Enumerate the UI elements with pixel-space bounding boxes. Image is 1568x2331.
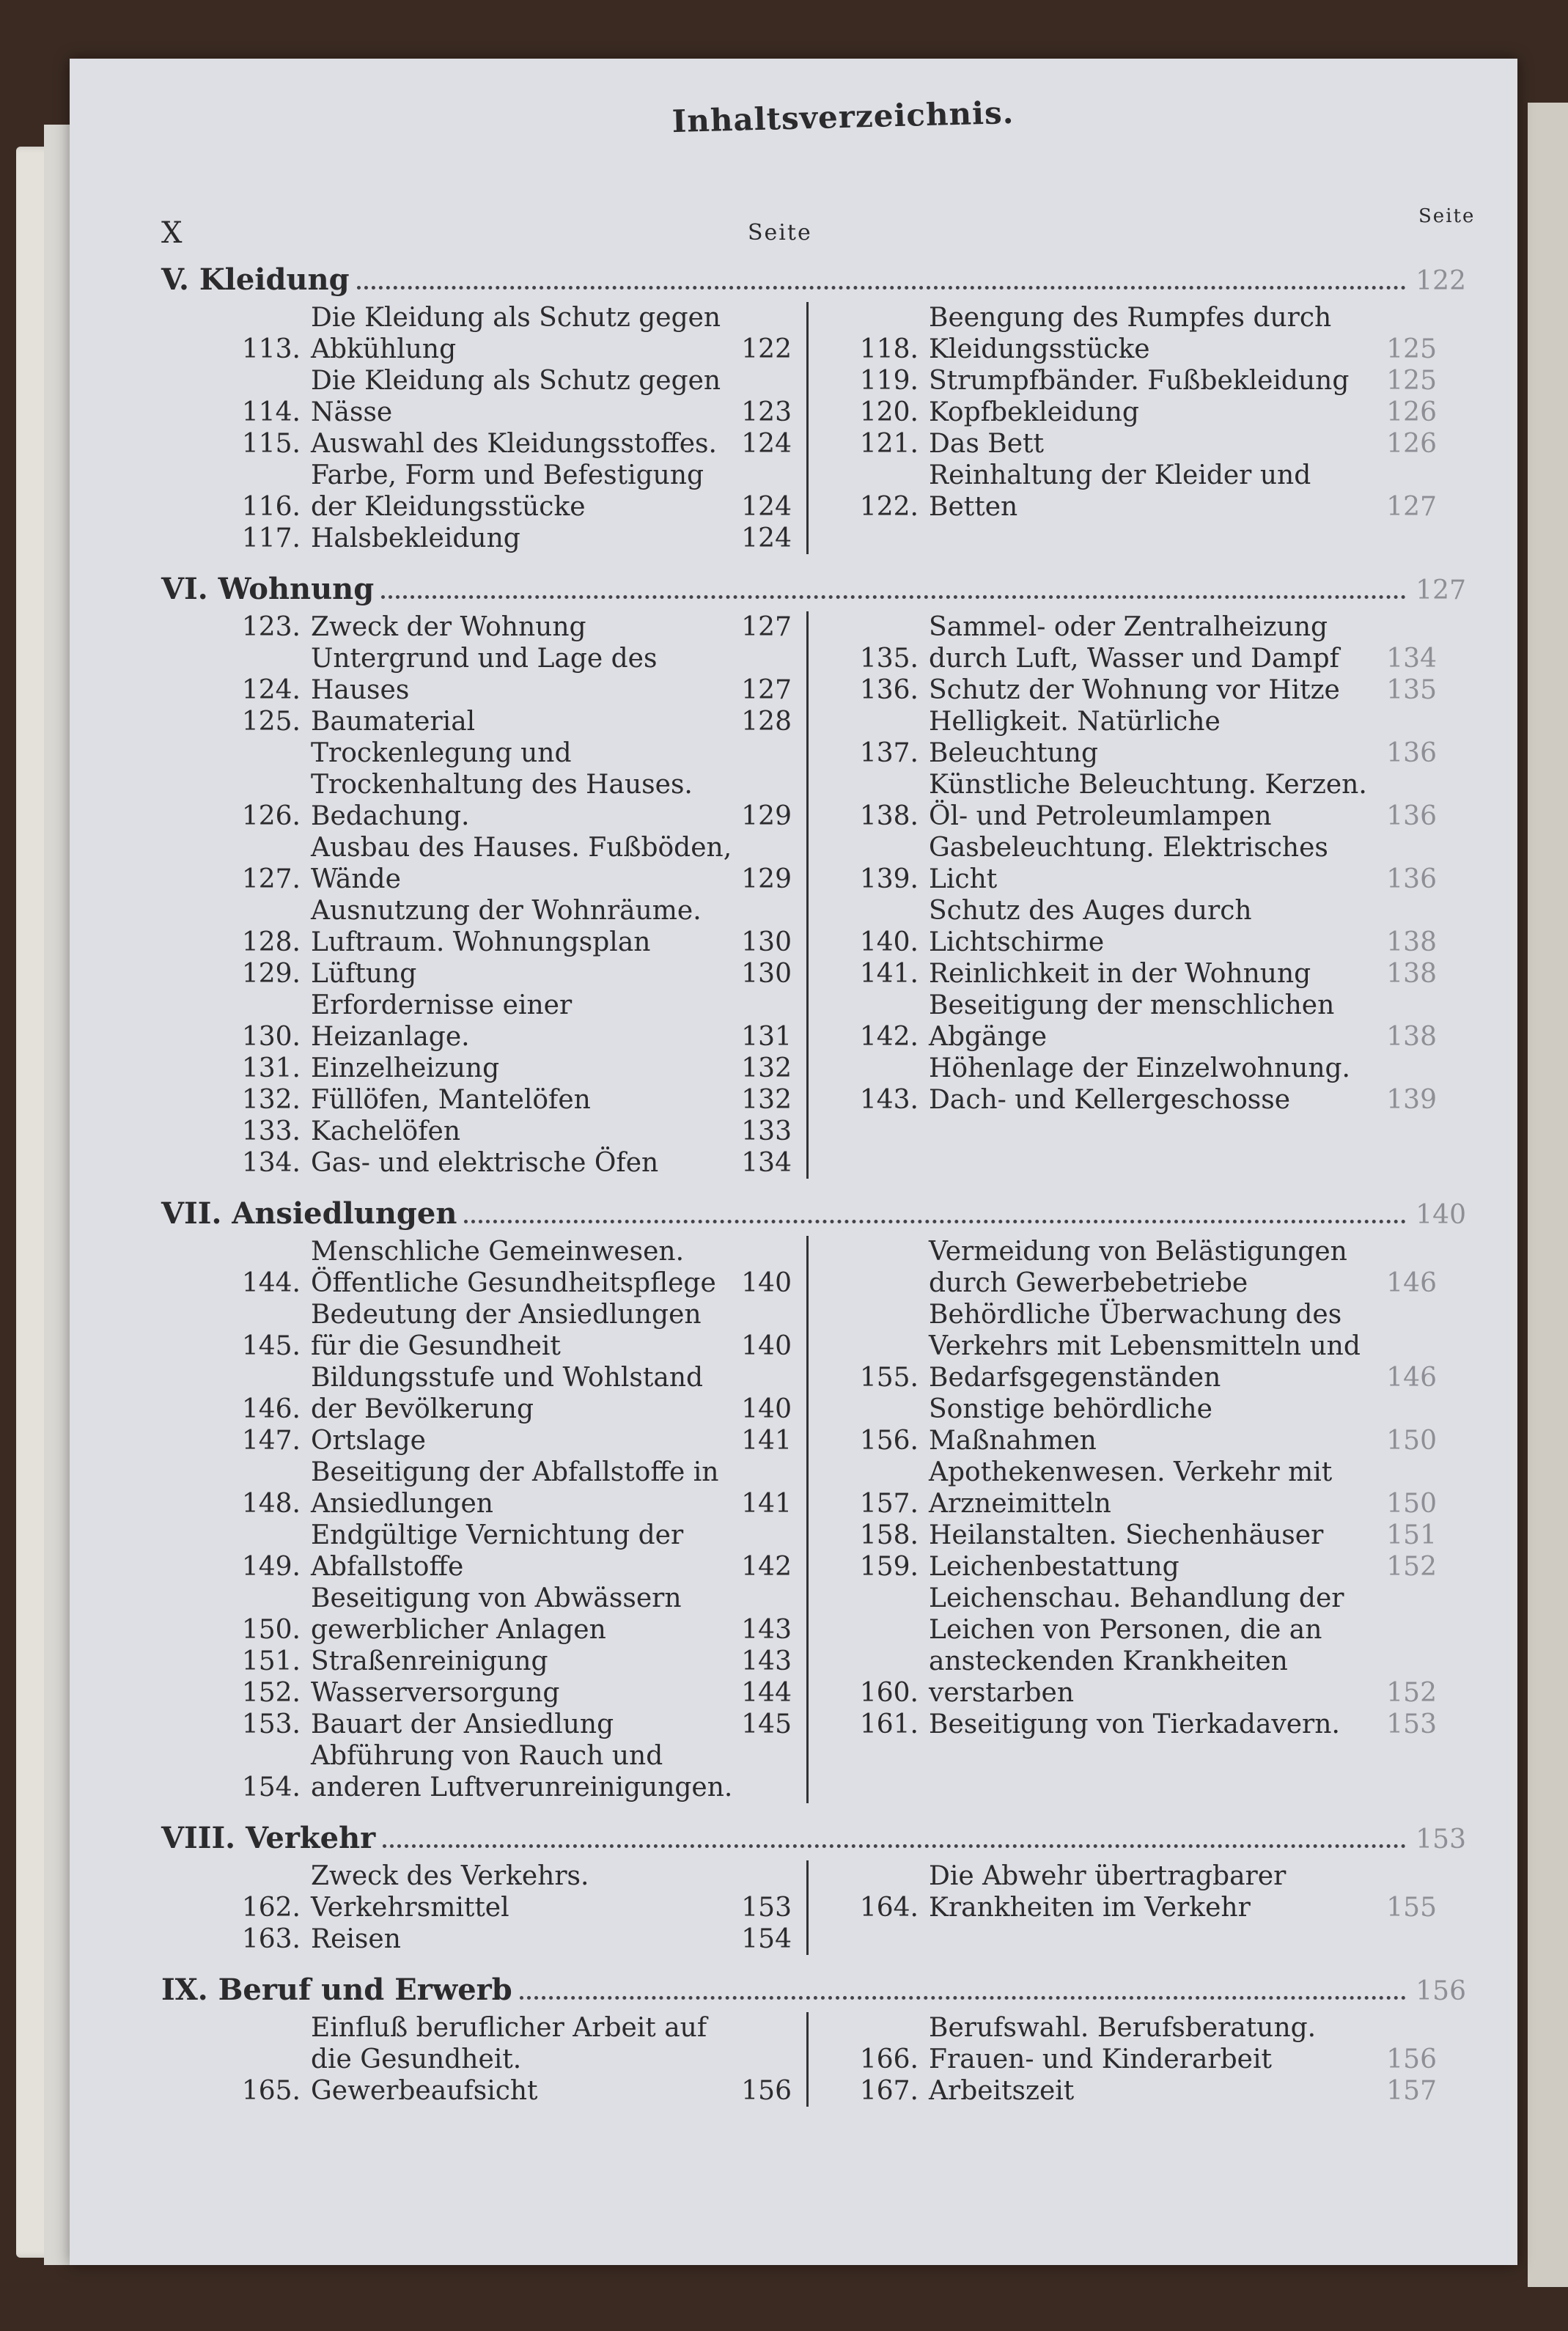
entry-column-left [161, 1860, 792, 1955]
leader-dots [520, 1996, 1406, 2000]
toc-entry [845, 832, 1437, 895]
entry-number: 120. [859, 397, 919, 427]
section-heading [161, 264, 1466, 302]
entry-number: 147. [241, 1426, 301, 1456]
entry-number: 153. [241, 1709, 301, 1739]
entry-title: Arbeitszeit [929, 2076, 1075, 2106]
entry-page: 124 [741, 523, 792, 553]
entry-title: Menschliche Gemeinwesen. Öffentliche Gesundheitspflege [311, 1237, 716, 1298]
section-page: 140 [1416, 1200, 1466, 1230]
entry-number: 157. [859, 1489, 919, 1519]
entry-number: 117. [241, 523, 301, 553]
entry-number: 152. [241, 1678, 301, 1708]
entry-columns [161, 611, 1466, 1179]
entry-number: 128. [241, 927, 301, 957]
section-title: VIII. Verkehr [161, 1821, 376, 1855]
entry-column-right [806, 302, 1437, 554]
entry-page: 132 [741, 1053, 792, 1083]
entry-number: 148. [241, 1489, 301, 1519]
entry-number: 167. [859, 2076, 919, 2106]
toc-entry [227, 1860, 792, 1923]
toc-entry [227, 1299, 792, 1362]
toc-entry [227, 1084, 792, 1116]
entry-number: 163. [241, 1924, 301, 1954]
entry-page: 138 [1386, 927, 1437, 957]
entry-column-right [806, 611, 1437, 1179]
entry-title: Höhenlage der Einzelwohnung. Dach- und Kellergeschosse [929, 1053, 1350, 1115]
entry-page: 122 [741, 334, 792, 364]
entry-number: 135. [859, 644, 919, 674]
section-page: 122 [1416, 266, 1466, 296]
entry-page: 124 [741, 429, 792, 459]
toc-entry [845, 2012, 1437, 2075]
entry-number: 158. [859, 1520, 919, 1550]
section-title: V. Kleidung [161, 262, 350, 297]
entry-page: 144 [741, 1678, 792, 1708]
entry-number: 156. [859, 1426, 919, 1456]
entry-page: 125 [1386, 334, 1437, 364]
entry-number: 149. [241, 1552, 301, 1582]
entry-title: Beseitigung von Abwässern gewerblicher Anlagen [311, 1583, 682, 1645]
entry-page: 123 [741, 397, 792, 427]
toc-entry [845, 674, 1437, 706]
entry-title: Beseitigung von Tierkadavern. [929, 1709, 1340, 1739]
toc-entry [845, 1053, 1437, 1116]
entry-page: 141 [741, 1489, 792, 1519]
entry-page: 127 [1386, 492, 1437, 522]
entry-title: Schutz der Wohnung vor Hitze [929, 675, 1340, 705]
entry-column-right [806, 2012, 1437, 2107]
entry-page: 136 [1386, 738, 1437, 768]
entry-page: 125 [1386, 366, 1437, 396]
toc-entry [227, 1053, 792, 1084]
toc-entry [227, 1457, 792, 1520]
entry-title: Sammel- oder Zentralheizung durch Luft, Wasser und Dampf [929, 612, 1339, 674]
toc-entry [845, 460, 1437, 523]
toc-entry [227, 643, 792, 706]
entry-number: 129. [241, 959, 301, 989]
entry-number: 162. [241, 1893, 301, 1923]
section-page: 127 [1416, 575, 1466, 605]
toc-entry [227, 1583, 792, 1646]
toc-entry [227, 832, 792, 895]
running-title: Inhaltsverzeichnis. [671, 94, 1015, 140]
entry-title: Beengung des Rumpfes durch Kleidungsstücke [929, 303, 1332, 364]
toc-section [161, 1198, 1466, 1803]
entry-title: Ortslage [311, 1426, 426, 1456]
entry-title: Zweck der Wohnung [311, 612, 586, 642]
entry-title: Reinhaltung der Kleider und Betten [929, 460, 1311, 522]
toc-entry [227, 1116, 792, 1147]
leader-dots [357, 286, 1406, 290]
entry-page: 138 [1386, 1022, 1437, 1052]
entry-page: 156 [741, 2076, 792, 2106]
entry-page: 134 [741, 1148, 792, 1178]
toc-entry [845, 895, 1437, 958]
toc-entry [227, 1740, 792, 1803]
entry-number: 136. [859, 675, 919, 705]
entry-number: 119. [859, 366, 919, 396]
toc-entry [845, 1709, 1437, 1740]
section-title: IX. Beruf und Erwerb [161, 1973, 512, 2007]
entry-page: 157 [1386, 2076, 1437, 2106]
toc-entry [227, 1362, 792, 1425]
toc-entry [845, 1520, 1437, 1551]
toc-section [161, 573, 1466, 1179]
entry-title: Wasserversorgung [311, 1678, 560, 1708]
entry-page: 134 [1386, 644, 1437, 674]
entry-title: Schutz des Auges durch Lichtschirme [929, 896, 1252, 957]
entry-page: 124 [741, 492, 792, 522]
entry-number: 161. [859, 1709, 919, 1739]
toc-entry [227, 302, 792, 365]
entry-title: Baumaterial [311, 707, 476, 737]
entry-column-left [161, 2012, 792, 2107]
entry-page: 130 [741, 927, 792, 957]
column-label-left: Seite [748, 220, 812, 246]
section-title: VI. Wohnung [161, 572, 375, 606]
section-heading [161, 573, 1466, 611]
entry-number: 165. [241, 2076, 301, 2106]
entry-number: 130. [241, 1022, 301, 1052]
entry-page: 140 [741, 1394, 792, 1424]
entry-number: 145. [241, 1331, 301, 1361]
entry-title: Strumpfbänder. Fußbekleidung [929, 366, 1350, 396]
leader-dots [464, 1220, 1406, 1223]
entry-title: Die Kleidung als Schutz gegen Nässe [311, 366, 721, 427]
section-heading [161, 1974, 1466, 2012]
entry-page: 152 [1386, 1552, 1437, 1582]
section-heading [161, 1198, 1466, 1236]
entry-title: Ausnutzung der Wohnräume. Luftraum. Wohnungsplan [311, 896, 702, 957]
right-page-edge [1528, 103, 1568, 2287]
toc-entry [845, 1583, 1437, 1709]
toc-entry [227, 737, 792, 832]
entry-page: 146 [1386, 1268, 1437, 1298]
entry-page: 132 [741, 1085, 792, 1115]
entry-column-right [806, 1860, 1437, 1955]
entry-page: 145 [741, 1709, 792, 1739]
entry-page: 130 [741, 959, 792, 989]
entry-number: 142. [859, 1022, 919, 1052]
entry-number: 124. [241, 675, 301, 705]
entry-number: 133. [241, 1116, 301, 1146]
entry-number: 143. [859, 1085, 919, 1115]
toc-entry [845, 1457, 1437, 1520]
entry-number: 123. [241, 612, 301, 642]
entry-number: 144. [241, 1268, 301, 1298]
entry-page: 143 [741, 1646, 792, 1676]
column-label-right: Seite [1418, 205, 1476, 227]
entry-title: Gasbeleuchtung. Elektrisches Licht [929, 833, 1328, 894]
entry-number: 115. [241, 429, 301, 459]
entry-columns [161, 2012, 1466, 2107]
entry-title: Künstliche Beleuchtung. Kerzen. Öl- und Petroleumlampen [929, 770, 1367, 831]
entry-column-left [161, 611, 792, 1179]
toc-entry [845, 769, 1437, 832]
entry-title: Halsbekleidung [311, 523, 520, 553]
entry-page: 143 [741, 1615, 792, 1645]
entry-title: Die Kleidung als Schutz gegen Abkühlung [311, 303, 721, 364]
entry-title: Die Abwehr übertragbarer Krankheiten im Verkehr [929, 1861, 1287, 1923]
toc-entry [227, 460, 792, 523]
entry-number: 140. [859, 927, 919, 957]
entry-title: Einfluß beruflicher Arbeit auf die Gesundheit. Gewerbeaufsicht [311, 2013, 707, 2106]
table-of-contents [161, 264, 1466, 2126]
entry-title: Einzelheizung [311, 1053, 500, 1083]
entry-page: 129 [741, 864, 792, 894]
entry-title: Straßenreinigung [311, 1646, 548, 1676]
toc-entry [845, 958, 1437, 990]
toc-entry [227, 1236, 792, 1299]
entry-page: 136 [1386, 864, 1437, 894]
entry-number: 137. [859, 738, 919, 768]
toc-entry [227, 1646, 792, 1677]
toc-entry [227, 706, 792, 737]
entry-number: 146. [241, 1394, 301, 1424]
toc-entry [845, 611, 1437, 674]
toc-entry [227, 1923, 792, 1955]
entry-title: Kopfbekleidung [929, 397, 1139, 427]
entry-page: 128 [741, 707, 792, 737]
entry-number: 150. [241, 1615, 301, 1645]
toc-entry [845, 1236, 1437, 1299]
entry-number: 154. [241, 1772, 301, 1802]
entry-number: 122. [859, 492, 919, 522]
entry-title: Auswahl des Kleidungsstoffes. [311, 429, 717, 459]
toc-entry [227, 2012, 792, 2107]
toc-entry [227, 611, 792, 643]
toc-entry [227, 895, 792, 958]
entry-title: Vermeidung von Belästigungen durch Gewerbebetriebe [929, 1237, 1347, 1298]
entry-title: Bedeutung der Ansiedlungen für die Gesundheit [311, 1300, 702, 1361]
entry-page: 155 [1386, 1893, 1437, 1923]
entry-number: 118. [859, 334, 919, 364]
leader-dots [383, 1844, 1406, 1848]
toc-entry [845, 1393, 1437, 1457]
entry-title: Farbe, Form und Befestigung der Kleidungsstücke [311, 460, 704, 522]
entry-number: 113. [241, 334, 301, 364]
entry-page: 140 [741, 1268, 792, 1298]
entry-page: 126 [1386, 429, 1437, 459]
entry-title: Beseitigung der Abfallstoffe in Ansiedlungen [311, 1457, 719, 1519]
leader-dots [381, 595, 1406, 599]
entry-columns [161, 302, 1466, 554]
toc-entry [845, 302, 1437, 365]
entry-title: Behördliche Überwachung des Verkehrs mit Lebensmitteln und Bedarfsgegenständen [929, 1300, 1361, 1393]
toc-entry [845, 1551, 1437, 1583]
entry-page: 142 [741, 1552, 792, 1582]
entry-number: 126. [241, 801, 301, 831]
toc-section [161, 1822, 1466, 1955]
toc-section [161, 1974, 1466, 2107]
toc-entry [227, 1520, 792, 1583]
entry-title: Bildungsstufe und Wohlstand der Bevölkerung [311, 1363, 704, 1424]
entry-number: 159. [859, 1552, 919, 1582]
toc-entry [227, 1709, 792, 1740]
entry-page: 139 [1386, 1085, 1437, 1115]
page-number: X [161, 216, 183, 250]
entry-title: Leichenbestattung [929, 1552, 1179, 1582]
toc-entry [227, 1677, 792, 1709]
entry-number: 138. [859, 801, 919, 831]
entry-title: Sonstige behördliche Maßnahmen [929, 1394, 1212, 1456]
toc-entry [227, 958, 792, 990]
toc-entry [845, 397, 1437, 428]
toc-entry [845, 1860, 1437, 1923]
entry-page: 150 [1386, 1426, 1437, 1456]
entry-title: Beseitigung der menschlichen Abgänge [929, 990, 1335, 1052]
toc-entry [227, 365, 792, 428]
entry-number: 125. [241, 707, 301, 737]
entry-number: 164. [859, 1893, 919, 1923]
entry-page: 140 [741, 1331, 792, 1361]
entry-column-left [161, 302, 792, 554]
entry-number: 131. [241, 1053, 301, 1083]
entry-page: 127 [741, 612, 792, 642]
entry-number: 155. [859, 1363, 919, 1393]
toc-entry [227, 428, 792, 460]
entry-page: 129 [741, 801, 792, 831]
entry-page: 156 [1386, 2044, 1437, 2074]
entry-number: 141. [859, 959, 919, 989]
toc-section [161, 264, 1466, 554]
entry-page: 131 [741, 1022, 792, 1052]
entry-column-right [806, 1236, 1437, 1803]
entry-title: Lüftung [311, 959, 417, 989]
entry-title: Gas- und elektrische Öfen [311, 1148, 659, 1178]
toc-entry [845, 706, 1437, 769]
entry-number: 160. [859, 1678, 919, 1708]
entry-page: 154 [741, 1924, 792, 1954]
entry-columns [161, 1236, 1466, 1803]
entry-title: Untergrund und Lage des Hauses [311, 644, 658, 705]
entry-columns [161, 1860, 1466, 1955]
toc-entry [227, 990, 792, 1053]
section-title: VII. Ansiedlungen [161, 1196, 457, 1231]
entry-title: Zweck des Verkehrs. Verkehrsmittel [311, 1861, 589, 1923]
entry-page: 150 [1386, 1489, 1437, 1519]
entry-page: 138 [1386, 959, 1437, 989]
toc-entry [845, 990, 1437, 1053]
entry-column-left [161, 1236, 792, 1803]
entry-number: 127. [241, 864, 301, 894]
toc-entry [227, 1147, 792, 1179]
entry-number: 151. [241, 1646, 301, 1676]
entry-title: Reinlichkeit in der Wohnung [929, 959, 1311, 989]
entry-page: 135 [1386, 675, 1437, 705]
entry-page: 153 [741, 1893, 792, 1923]
entry-title: Heilanstalten. Siechenhäuser [929, 1520, 1324, 1550]
entry-title: Erfordernisse einer Heizanlage. [311, 990, 573, 1052]
entry-title: Apothekenwesen. Verkehr mit Arzneimitteln [929, 1457, 1333, 1519]
entry-title: Reisen [311, 1924, 401, 1954]
entry-title: Das Bett [929, 429, 1044, 459]
entry-number: 121. [859, 429, 919, 459]
section-page: 153 [1416, 1824, 1466, 1855]
entry-title: Helligkeit. Natürliche Beleuchtung [929, 707, 1221, 768]
entry-page: 136 [1386, 801, 1437, 831]
entry-number: 134. [241, 1148, 301, 1178]
entry-page: 141 [741, 1426, 792, 1456]
toc-entry [227, 1425, 792, 1457]
entry-number: 132. [241, 1085, 301, 1115]
toc-entry [845, 365, 1437, 397]
entry-title: Endgültige Vernichtung der Abfallstoffe [311, 1520, 684, 1582]
section-heading [161, 1822, 1466, 1860]
entry-page: 127 [741, 675, 792, 705]
entry-title: Leichenschau. Behandlung der Leichen von Personen, die an ansteckenden Krankheiten verstarben [929, 1583, 1344, 1708]
entry-page: 126 [1386, 397, 1437, 427]
entry-number: 139. [859, 864, 919, 894]
toc-entry [227, 523, 792, 554]
entry-title: Ausbau des Hauses. Fußböden, Wände [311, 833, 732, 894]
entry-page: 146 [1386, 1363, 1437, 1393]
entry-page: 151 [1386, 1520, 1437, 1550]
entry-number: 166. [859, 2044, 919, 2074]
entry-title: Bauart der Ansiedlung [311, 1709, 614, 1739]
entry-title: Trockenlegung und Trockenhaltung des Hauses. Bedachung. [311, 738, 693, 831]
entry-title: Abführung von Rauch und anderen Luftverunreinigungen. [311, 1741, 733, 1802]
toc-entry [845, 1299, 1437, 1393]
entry-title: Berufswahl. Berufsberatung. Frauen- und Kinderarbeit [929, 2013, 1317, 2074]
entry-page: 133 [741, 1116, 792, 1146]
section-page: 156 [1416, 1976, 1466, 2006]
entry-number: 114. [241, 397, 301, 427]
toc-entry [845, 428, 1437, 460]
entry-title: Kachelöfen [311, 1116, 461, 1146]
entry-page: 152 [1386, 1678, 1437, 1708]
toc-entry [845, 2075, 1437, 2107]
entry-number: 116. [241, 492, 301, 522]
entry-page: 153 [1386, 1709, 1437, 1739]
entry-title: Füllöfen, Mantelöfen [311, 1085, 591, 1115]
